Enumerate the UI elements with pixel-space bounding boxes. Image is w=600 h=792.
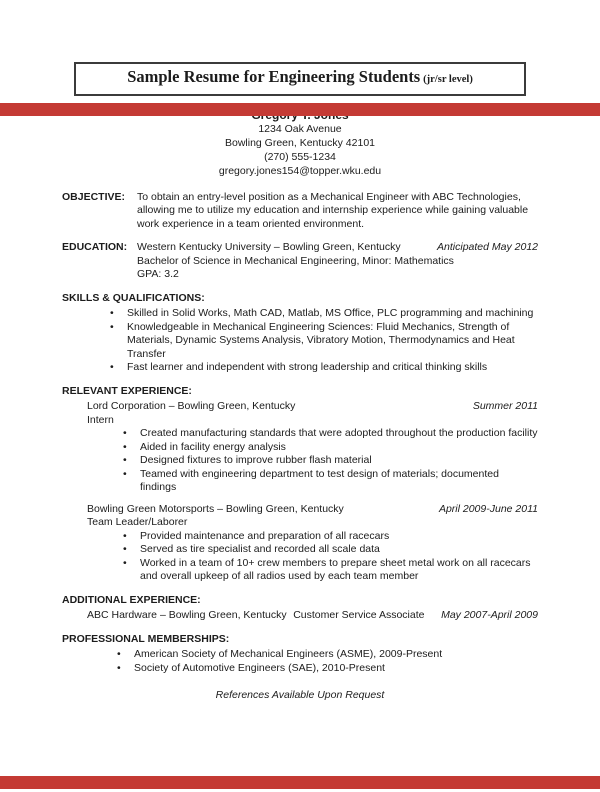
job-title: Intern: [87, 413, 114, 426]
job-bullet: • Teamed with engineering department to test design of materials; documented findings: [120, 468, 538, 495]
job-bullet: • Provided maintenance and preparation of all racecars: [120, 530, 538, 544]
page-title: Sample Resume for Engineering Students: [127, 67, 421, 86]
education-school: Western Kentucky University – Bowling Green, Kentucky: [137, 241, 401, 253]
contact-city: Bowling Green, Kentucky 42101: [224, 136, 375, 149]
relevant-experience-section: [62, 385, 538, 584]
title-box: [74, 62, 526, 96]
education-details: [137, 241, 538, 282]
skills-list: [107, 307, 538, 375]
relevant-experience-heading: RELEVANT EXPERIENCE:: [62, 384, 192, 397]
job-bullet-list: [120, 427, 538, 495]
resume-page: [62, 62, 538, 703]
job-date: Summer 2011: [472, 400, 538, 412]
job-bullet: • Designed fixtures to improve rubber flash material: [120, 454, 538, 468]
memberships-heading: PROFESSIONAL MEMBERSHIPS:: [62, 632, 230, 645]
additional-experience-section: [62, 594, 538, 623]
contact-email: gregory.jones154@topper.wku.edu: [218, 164, 382, 177]
bottom-accent-bar: [0, 776, 600, 789]
skills-section: [62, 292, 538, 375]
job-bullet: • Created manufacturing standards that were adopted throughout the production facility: [120, 427, 538, 441]
skills-heading: SKILLS & QUALIFICATIONS:: [62, 291, 205, 304]
references-note: References Available Upon Request: [215, 689, 385, 701]
job-entry-lord: [87, 400, 538, 495]
additional-role: Customer Service Associate: [293, 609, 425, 621]
job-bullet: • Aided in facility energy analysis: [120, 441, 538, 455]
job-bullet: • Worked in a team of 10+ crew members to prepare sheet metal work on all racecars and overall upkeep of all radios used by each team member: [120, 557, 538, 584]
education-section: [62, 241, 538, 282]
job-company: Bowling Green Motorsports – Bowling Green, Kentucky: [87, 502, 344, 515]
additional-date: May 2007-April 2009: [441, 609, 538, 621]
job-title: Team Leader/Laborer: [87, 516, 188, 528]
job-company: Lord Corporation – Bowling Green, Kentucky: [87, 400, 296, 412]
additional-experience-heading: ADDITIONAL EXPERIENCE:: [62, 593, 201, 606]
skill-item: • Knowledgeable in Mechanical Engineering Sciences: Fluid Mechanics, Strength of Materials, Dynamic Systems Analysis, Vibratory Motion, Thermodynamics and Heat Transfer: [107, 321, 538, 362]
objective-label: OBJECTIVE:: [62, 190, 126, 203]
membership-item: • Society of Automotive Engineers (SAE), 2010-Present: [114, 662, 538, 676]
contact-address: 1234 Oak Avenue: [258, 122, 342, 135]
contact-phone: (270) 555-1234: [264, 150, 336, 163]
job-bullet: • Served as tire specialist and recorded all scale data: [120, 543, 538, 557]
additional-experience-row: [87, 609, 538, 623]
education-school-row: [137, 241, 538, 255]
membership-item: • American Society of Mechanical Engineers (ASME), 2009-Present: [114, 648, 538, 662]
job-header: [87, 503, 538, 517]
education-gpa: GPA: 3.2: [137, 268, 179, 280]
top-accent-bar: [0, 103, 600, 116]
job-header: [87, 400, 538, 414]
memberships-section: [62, 633, 538, 676]
job-bullet-list: [120, 530, 538, 584]
education-label: EDUCATION:: [62, 241, 128, 253]
skill-item: • Skilled in Solid Works, Math CAD, Matlab, MS Office, PLC programming and machining: [107, 307, 538, 321]
objective-section: [62, 191, 538, 232]
education-date: Anticipated May 2012: [437, 241, 538, 253]
contact-block: [62, 108, 538, 178]
page-title-suffix: (jr/sr level): [423, 74, 473, 85]
job-entry-motorsports: [87, 503, 538, 584]
additional-company: ABC Hardware – Bowling Green, Kentucky: [87, 609, 287, 621]
objective-text: To obtain an entry-level position as a Mechanical Engineer with ABC Technologies, allowing me to utilize my education and internship experience while gaining valuable work experience in a team oriented environment.: [137, 190, 529, 230]
skill-item: • Fast learner and independent with strong leadership and critical thinking skills: [107, 361, 538, 375]
membership-list: [114, 648, 538, 675]
job-date: April 2009-June 2011: [438, 502, 538, 515]
education-degree: Bachelor of Science in Mechanical Engineering, Minor: Mathematics: [137, 254, 454, 267]
